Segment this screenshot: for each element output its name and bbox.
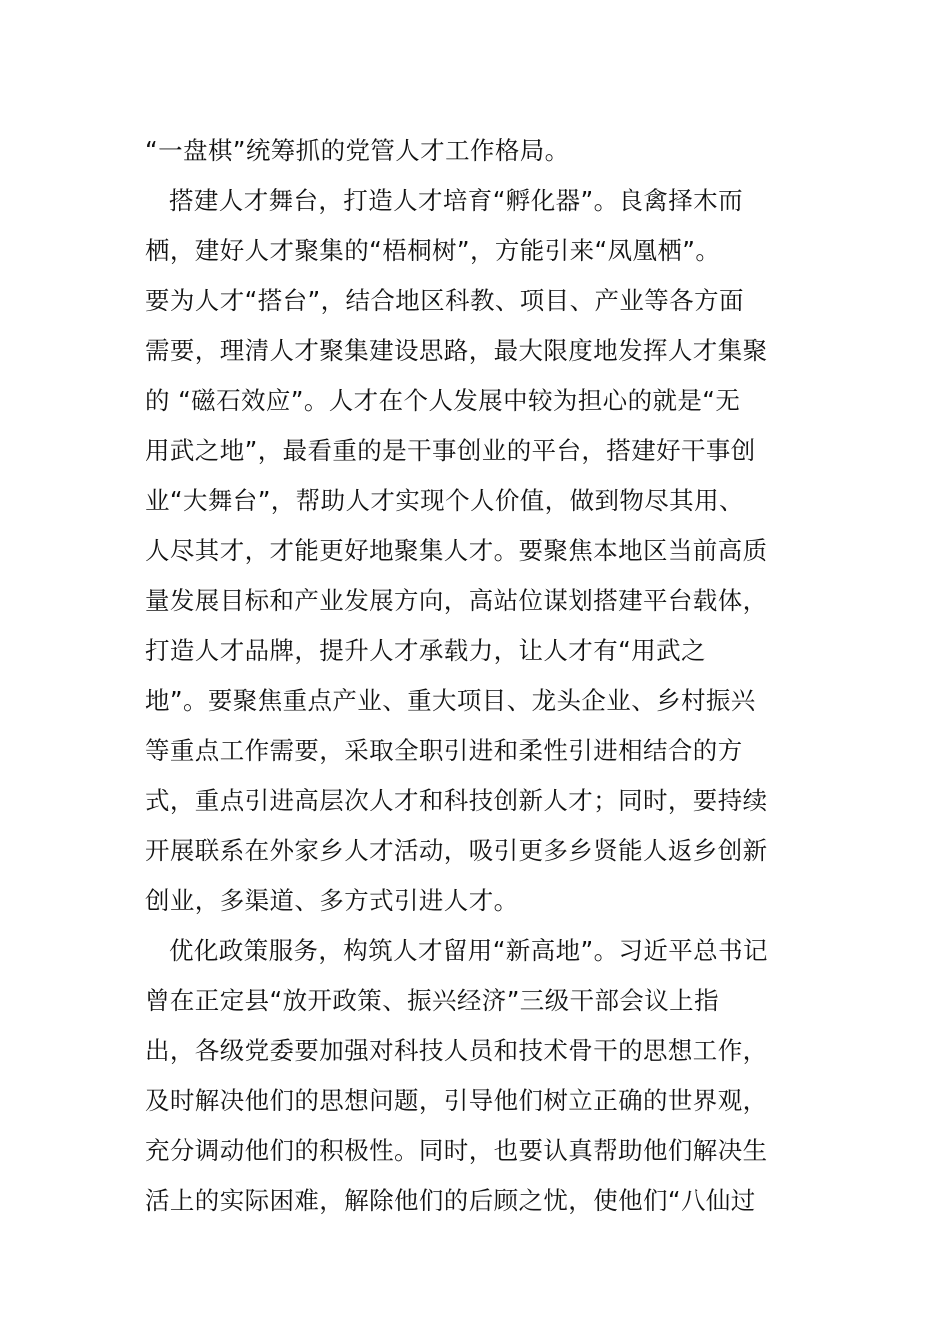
paragraph-heading-line: 搭建人才舞台，打造人才培育“孵化器”。良禽择木而 bbox=[169, 186, 743, 215]
text-line: 曾在正定县“放开政策、振兴经济”三级干部会议上指 bbox=[145, 986, 719, 1015]
text-line: 打造人才品牌，提升人才承载力，让人才有“用武之 bbox=[145, 636, 706, 665]
text-line: 式，重点引进高层次人才和科技创新人才；同时，要持续 bbox=[145, 786, 768, 815]
text-line: 需要，理清人才聚集建设思路，最大限度地发挥人才集聚 bbox=[145, 336, 768, 365]
text-line: “一盘棋”统筹抓的党管人才工作格局。 bbox=[145, 136, 570, 165]
text-line: 栖，建好人才聚集的“梧桐树”，方能引来“凤凰栖”。 bbox=[145, 236, 721, 265]
text-line: 的 “磁石效应”。人才在个人发展中较为担心的就是“无 bbox=[145, 386, 741, 415]
text-line: 出，各级党委要加强对科技人员和技术骨干的思想工作， bbox=[145, 1036, 768, 1065]
text-line: 用武之地”，最看重的是干事创业的平台，搭建好干事创 bbox=[145, 436, 756, 465]
text-line: 活上的实际困难，解除他们的后顾之忧，使他们“八仙过 bbox=[145, 1186, 756, 1215]
text-line: 开展联系在外家乡人才活动，吸引更多乡贤能人返乡创新 bbox=[145, 836, 768, 865]
text-line: 地”。要聚焦重点产业、重大项目、龙头企业、乡村振兴 bbox=[145, 686, 756, 715]
text-line: 量发展目标和产业发展方向，高站位谋划搭建平台载体， bbox=[145, 586, 768, 615]
text-line: 充分调动他们的积极性。同时，也要认真帮助他们解决生 bbox=[145, 1136, 768, 1165]
text-line: 人尽其才，才能更好地聚集人才。要聚焦本地区当前高质 bbox=[145, 536, 768, 565]
text-line: 业“大舞台”，帮助人才实现个人价值，做到物尽其用、 bbox=[145, 486, 744, 515]
text-line: 及时解决他们的思想问题，引导他们树立正确的世界观， bbox=[145, 1086, 768, 1115]
text-line: 要为人才“搭台”，结合地区科教、项目、产业等各方面 bbox=[145, 286, 744, 315]
paragraph-heading-line: 优化政策服务，构筑人才留用“新高地”。习近平总书记 bbox=[169, 936, 768, 965]
body-text bbox=[145, 126, 810, 1226]
text-line: 创业，多渠道、多方式引进人才。 bbox=[145, 886, 519, 915]
text-line: 等重点工作需要，采取全职引进和柔性引进相结合的方 bbox=[145, 736, 743, 765]
